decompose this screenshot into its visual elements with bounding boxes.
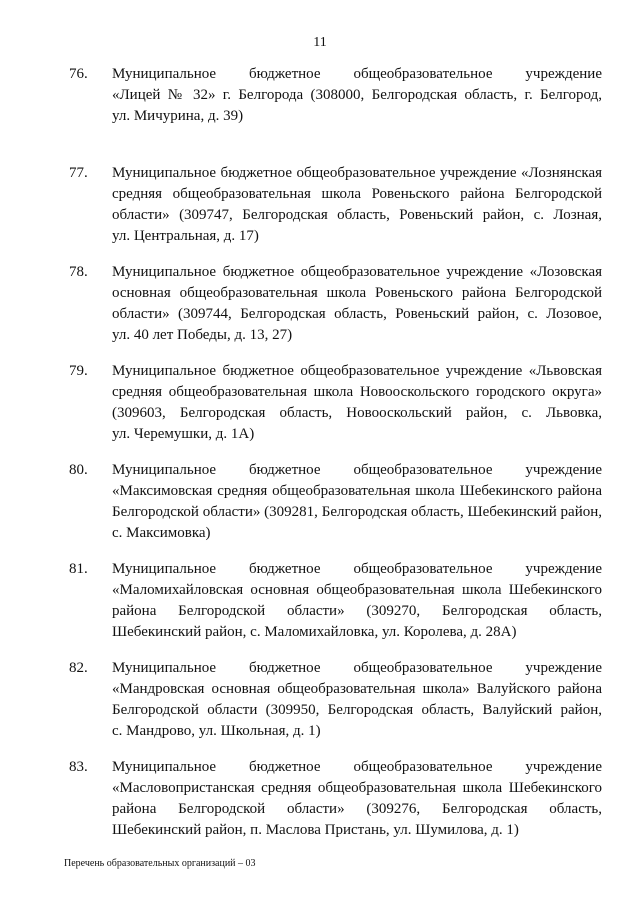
list-item — [0, 658, 640, 757]
list-item — [0, 361, 640, 460]
text-line: ул. Центральная, д. 17) — [112, 228, 259, 244]
list-item — [0, 460, 640, 559]
text-line: «Максимовская средняя общеобразовательная школа Шебекинского района — [112, 483, 602, 499]
text-line: Муниципальное бюджетное общеобразовательное учреждение — [112, 66, 602, 82]
list-item-text — [112, 262, 602, 346]
text-line: области» (309747, Белгородская область, Ровеньский район, с. Лозная, — [112, 207, 602, 223]
list-item-text — [112, 559, 602, 643]
list-item-text — [112, 757, 602, 841]
list-item-number: 81. — [69, 561, 88, 577]
list-item — [0, 64, 640, 163]
list-item-number: 80. — [69, 462, 88, 478]
list-item-text — [112, 658, 602, 742]
text-line: Шебекинский район, п. Маслова Пристань, ул. Шумилова, д. 1) — [112, 822, 519, 838]
list-item-text — [112, 163, 602, 247]
organization-list — [0, 64, 640, 856]
list-item-number: 79. — [69, 363, 88, 379]
text-line: Шебекинский район, с. Маломихайловка, ул. Королева, д. 28А) — [112, 624, 517, 640]
list-item-text — [112, 64, 602, 127]
text-line: «Маломихайловская основная общеобразовательная школа Шебекинского — [112, 582, 602, 598]
list-item-number: 78. — [69, 264, 88, 280]
text-line: ул. Мичурина, д. 39) — [112, 108, 244, 124]
text-line: района Белгородской области» (309270, Белгородская область, — [112, 603, 602, 619]
text-line: области» (309744, Белгородская область, Ровеньский район, с. Лозовое, — [112, 306, 602, 322]
text-line: ул. Черемушки, д. 1А) — [112, 426, 255, 442]
text-line: Муниципальное бюджетное общеобразовательное учреждение «Львовская — [112, 363, 602, 379]
text-line: Муниципальное бюджетное общеобразовательное учреждение — [112, 561, 602, 577]
list-item-text — [112, 460, 602, 544]
text-line: с. Мандрово, ул. Школьная, д. 1) — [112, 723, 321, 739]
text-line: Муниципальное бюджетное общеобразовательное учреждение — [112, 660, 602, 676]
text-line: средняя общеобразовательная школа Ровеньского района Белгородской — [112, 186, 602, 202]
text-line: Муниципальное бюджетное общеобразовательное учреждение «Лозовская — [112, 264, 602, 280]
list-item — [0, 757, 640, 856]
text-line: ул. 40 лет Победы, д. 13, 27) — [112, 327, 293, 343]
text-line: «Лицей № 32» г. Белгорода (308000, Белгородская область, г. Белгород, — [112, 87, 602, 103]
footer-note: Перечень образовательных организаций – 03 — [64, 858, 256, 869]
text-line: Белгородской области (309950, Белгородская область, Валуйский район, — [112, 702, 602, 718]
text-line: Муниципальное бюджетное общеобразовательное учреждение — [112, 462, 602, 478]
text-line: (309603, Белгородская область, Новооскольский район, с. Львовка, — [112, 405, 602, 421]
list-item — [0, 559, 640, 658]
list-item-number: 82. — [69, 660, 88, 676]
text-line: Белгородской области» (309281, Белгородская область, Шебекинский район, — [112, 504, 602, 520]
list-item — [0, 262, 640, 361]
text-line: основная общеобразовательная школа Ровеньского района Белгородской — [112, 285, 602, 301]
text-line: с. Максимовка) — [112, 525, 211, 541]
text-line: средняя общеобразовательная школа Новооскольского городского округа» — [112, 384, 602, 400]
list-item-number: 83. — [69, 759, 88, 775]
text-line: «Масловопристанская средняя общеобразовательная школа Шебекинского — [112, 780, 602, 796]
text-line: Муниципальное бюджетное общеобразовательное учреждение — [112, 759, 602, 775]
text-line: Муниципальное бюджетное общеобразовательное учреждение «Лознянская — [112, 165, 602, 181]
list-item-text — [112, 361, 602, 445]
text-line: района Белгородской области» (309276, Белгородская область, — [112, 801, 602, 817]
list-item — [0, 163, 640, 262]
page-number: 11 — [313, 35, 327, 50]
list-item-number: 76. — [69, 66, 88, 82]
list-item-number: 77. — [69, 165, 88, 181]
text-line: «Мандровская основная общеобразовательная школа» Валуйского района — [112, 681, 602, 697]
